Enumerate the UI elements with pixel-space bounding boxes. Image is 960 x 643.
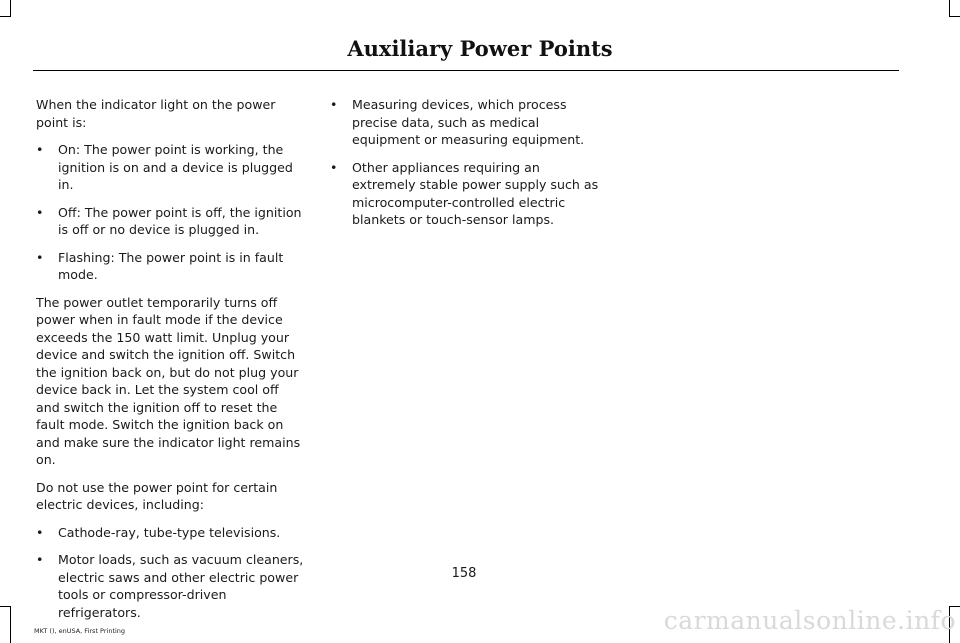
- indicator-status-list: [36, 141, 306, 284]
- crop-mark: [0, 606, 11, 607]
- fault-mode-paragraph: The power outlet temporarily turns off power when in fault mode if the device exceeds the 150 watt limit. Unplug your device and switch the ignition off. Switch the ignition back on, but do not plug your device back in. Let the system cool off and switch the ignition off to reset the fault mode. Switch the ignition back on and make sure the indicator light remains on.: [36, 294, 301, 467]
- list-item: • Off: The power point is off, the ignition is off or no device is plugged in.: [36, 204, 306, 239]
- list-item: • Flashing: The power point is in fault mode.: [36, 249, 306, 284]
- print-info: MKT (), enUSA, First Printing: [34, 627, 126, 635]
- list-item: • Cathode-ray, tube-type televisions.: [36, 524, 306, 542]
- list-item: • Measuring devices, which process precise data, such as medical equipment or measuring equipment.: [330, 96, 604, 149]
- device-list-continued: [330, 96, 604, 229]
- page-number: 158: [451, 566, 477, 581]
- indicator-intro: When the indicator light on the power point is:: [36, 97, 276, 130]
- crop-mark: [949, 16, 960, 17]
- crop-mark: [10, 0, 11, 16]
- right-column: [330, 96, 604, 239]
- crop-mark: [0, 16, 11, 17]
- page-title: Auxiliary Power Points: [347, 36, 613, 61]
- list-item: • Other appliances requiring an extremely stable power supply such as microcomputer-controlled electric blankets or touch-sensor lamps.: [330, 159, 604, 229]
- crop-mark: [949, 0, 950, 16]
- left-column: [36, 96, 306, 631]
- watermark: carmanualsonline.info: [663, 606, 956, 635]
- crop-mark: [10, 606, 11, 643]
- list-item: • Motor loads, such as vacuum cleaners, electric saws and other electric power tools or compressor-driven refrigerators.: [36, 551, 306, 621]
- list-item: • On: The power point is working, the ignition is on and a device is plugged in.: [36, 141, 306, 194]
- device-warning-intro: Do not use the power point for certain electric devices, including:: [36, 479, 278, 512]
- title-divider: [33, 70, 899, 71]
